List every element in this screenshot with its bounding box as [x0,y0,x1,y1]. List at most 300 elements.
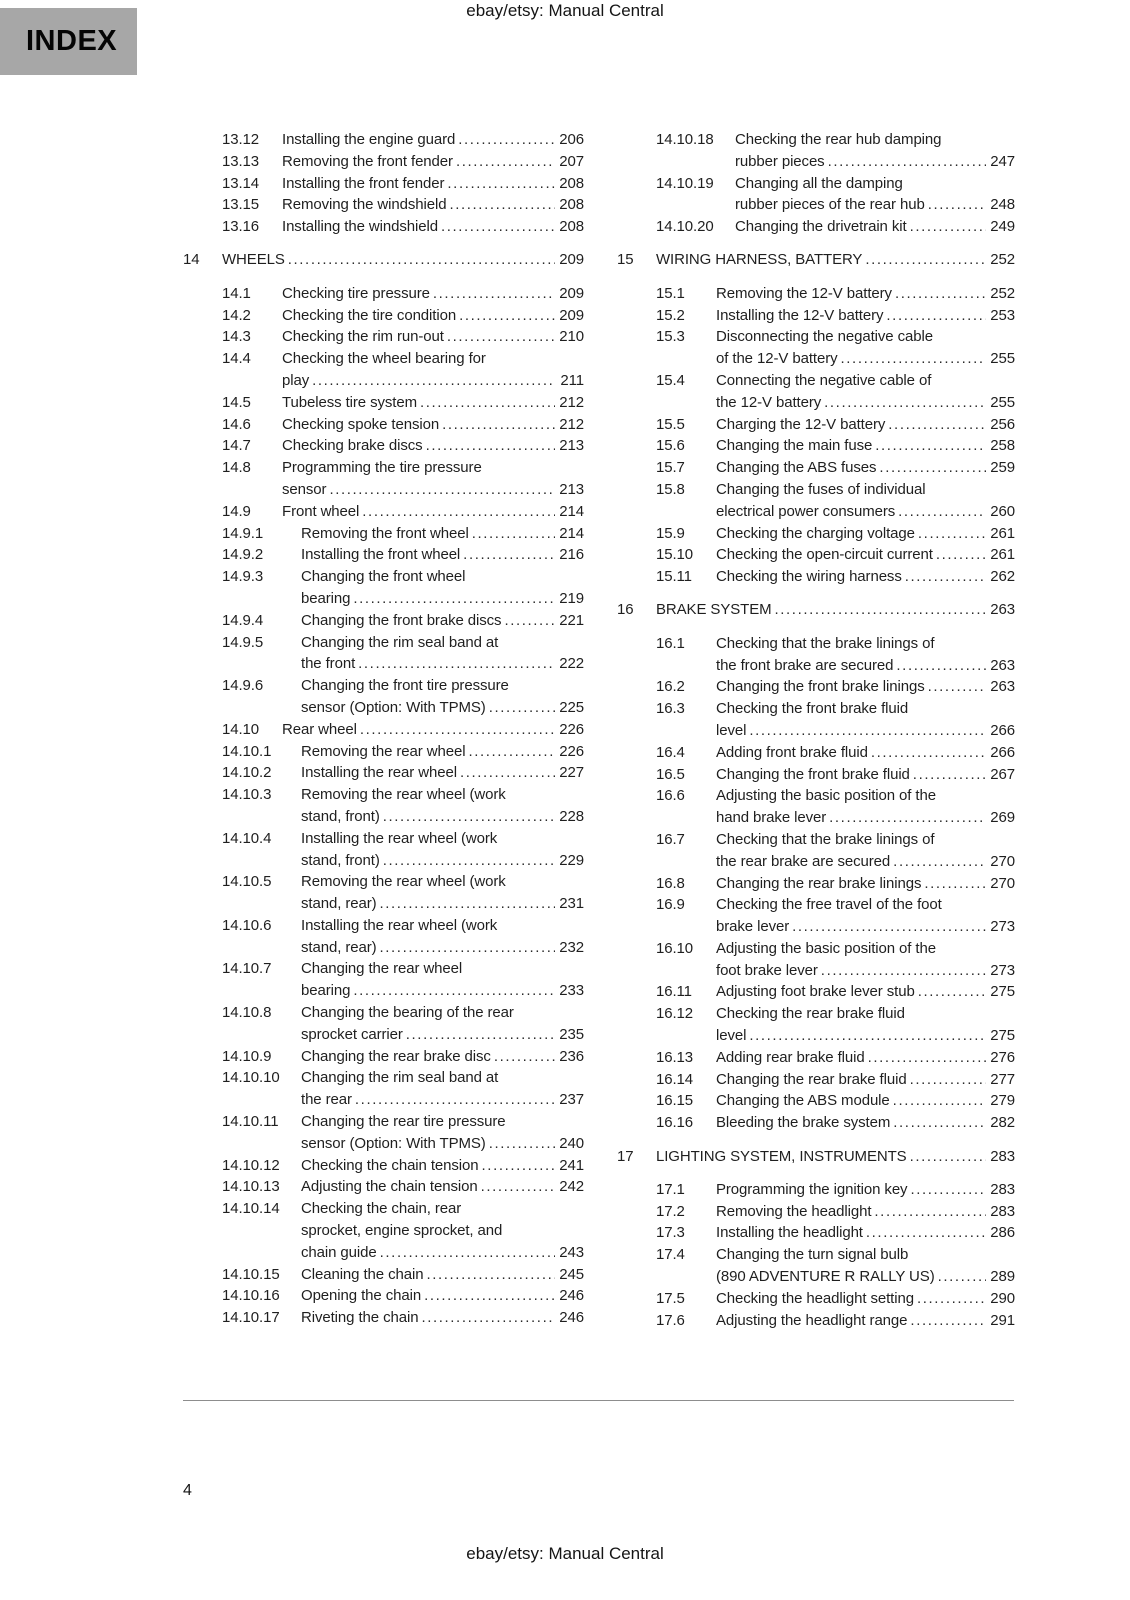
toc-content [183,129,1015,1331]
index-label: INDEX [26,25,118,57]
leader-dots [918,523,986,545]
toc-entry-lastline [656,1146,1015,1168]
toc-entry-title: Charging the 12-V battery [716,415,886,433]
toc-entry [617,1047,1015,1069]
toc-entry-page: 233 [559,982,584,1000]
toc-entry [617,742,1015,764]
toc-entry-page: 248 [990,196,1015,214]
toc-entry-page: 256 [990,415,1015,433]
toc-entry-body [716,457,1015,479]
page-number: 4 [183,1482,192,1499]
toc-entry-number: 14.5 [222,393,251,411]
toc-entry-lastline [716,851,1015,873]
toc-entry-title-line: Checking the chain, rear [301,1200,462,1218]
toc-entry-title: Adding front brake fluid [716,743,868,761]
toc-entry-title: the front [301,655,356,673]
toc-entry-title: foot brake lever [716,961,818,979]
toc-entry-page: 210 [559,328,584,346]
page-header-title: ebay/etsy: Manual Central [466,1,664,20]
toc-entry-body [716,1090,1015,1112]
toc-entry-lastline [716,676,1015,698]
toc-entry-number: 14.2 [222,306,251,324]
toc-entry-title: sprocket carrier [301,1025,403,1043]
toc-entry-title: Installing the windshield [282,218,438,236]
toc-entry-title: Removing the 12-V battery [716,284,892,302]
toc-entry-title: play [282,371,310,389]
toc-entry-page: 221 [559,611,584,629]
toc-entry-number: 15.1 [656,284,685,302]
toc-entry-number: 14.9.4 [222,611,264,629]
toc-entry-body [735,129,1015,173]
toc-entry-page: 209 [559,306,584,324]
toc-entry-page: 253 [990,306,1015,324]
toc-entry-page: 270 [990,874,1015,892]
toc-entry-page: 283 [990,1202,1015,1220]
toc-entry-number: 14.9 [222,502,251,520]
toc-entry-number: 15.9 [656,524,685,542]
toc-entry-number: 14.10.20 [656,218,714,236]
toc-entry [183,784,584,828]
toc-entry [617,1244,1015,1288]
toc-entry-lastline [735,216,1015,238]
leader-dots [420,392,555,414]
toc-entry-body [282,194,584,216]
leader-dots [481,1176,555,1198]
leader-dots [424,1285,555,1307]
toc-entry-number: 15.3 [656,328,685,346]
toc-entry-number: 17 [617,1147,634,1165]
toc-entry-title: chain guide [301,1243,377,1261]
toc-entry-title-line: Changing the front wheel [301,568,466,586]
toc-entry-page: 246 [559,1309,584,1327]
toc-entry [183,392,584,414]
toc-entry-title-line: Changing all the damping [735,174,903,192]
toc-entry-title: Rear wheel [282,720,357,738]
toc-entry-body [301,762,584,784]
toc-entry-number: 13.12 [222,131,260,148]
toc-entry-number: 16.12 [656,1005,694,1023]
toc-entry [183,501,584,523]
toc-entry-lastline [301,1307,584,1329]
toc-entry-title: Checking tire pressure [282,284,430,302]
toc-entry-page: 289 [990,1268,1015,1286]
toc-entry-title: Checking the chain tension [301,1156,479,1174]
toc-entry-page: 242 [559,1178,584,1196]
toc-entry [183,741,584,763]
toc-entry-number: 14.9.1 [222,524,264,542]
toc-section-entry [617,599,1015,621]
toc-entry-number: 13.16 [222,218,260,236]
toc-entry [183,719,584,741]
toc-entry [183,610,584,632]
toc-entry-lastline [282,305,584,327]
toc-entry-lastline [716,1201,1015,1223]
toc-entry-body [301,915,584,959]
toc-entry-number: 14.10.14 [222,1200,280,1218]
toc-entry [183,283,584,305]
leader-dots [489,1133,555,1155]
toc-entry-number: 14.4 [222,350,251,368]
toc-entry-lastline [716,566,1015,588]
toc-entry [617,633,1015,677]
toc-entry [183,762,584,784]
toc-entry [183,1067,584,1111]
toc-entry-lastline [716,392,1015,414]
toc-entry-page: 206 [559,131,584,148]
toc-entry-body [716,1310,1015,1332]
toc-entry-lastline [282,326,584,348]
toc-entry [617,435,1015,457]
toc-entry [617,785,1015,829]
toc-entry-title: brake lever [716,918,790,936]
toc-entry-title-line: Programming the tire pressure [282,459,482,477]
toc-entry-body [301,1307,584,1329]
toc-entry-number: 14.10.15 [222,1265,280,1283]
toc-entry-title: the rear brake are secured [716,852,891,870]
toc-entry-lastline [282,283,584,305]
toc-entry-number: 14.10.16 [222,1287,280,1305]
leader-dots [421,1307,555,1329]
leader-dots [928,194,986,216]
toc-entry [617,829,1015,873]
leader-dots [913,764,986,786]
toc-entry-body [656,599,1015,621]
toc-entry-body [716,414,1015,436]
toc-entry-lastline [716,523,1015,545]
toc-entry-number: 16.4 [656,743,685,761]
toc-entry-page: 266 [990,743,1015,761]
toc-entry [617,1310,1015,1332]
toc-entry-page: 212 [559,393,584,411]
toc-entry [617,1288,1015,1310]
toc-entry-title: Installing the 12-V battery [716,306,884,324]
toc-entry [617,676,1015,698]
toc-entry-page: 211 [560,371,584,389]
toc-entry-body [716,1003,1015,1047]
toc-entry-title: Front wheel [282,502,360,520]
toc-entry-lastline [301,653,584,675]
toc-entry-page: 235 [559,1025,584,1043]
toc-entry-title: LIGHTING SYSTEM, INSTRUMENTS [656,1147,907,1165]
toc-entry-lastline [301,980,584,1002]
toc-entry-page: 209 [559,284,584,302]
toc-entry-page: 219 [559,589,584,607]
toc-entry-number: 16.13 [656,1048,694,1066]
toc-entry-page: 267 [990,765,1015,783]
toc-entry-number: 16.8 [656,874,685,892]
toc-entry-number: 17.1 [656,1180,685,1198]
toc-entry-title: Removing the rear wheel [301,742,466,760]
toc-entry-lastline [282,129,584,151]
leader-dots [936,544,986,566]
toc-entry-page: 252 [990,284,1015,302]
toc-entry-page: 208 [559,174,584,192]
toc-entry-body [282,392,584,414]
toc-entry-body [282,216,584,238]
toc-entry-number: 16.15 [656,1092,694,1110]
toc-entry-title: rubber pieces [735,152,825,170]
toc-entry-page: 282 [990,1114,1015,1132]
toc-entry-page: 227 [559,764,584,782]
leader-dots [358,653,555,675]
leader-dots [910,1310,986,1332]
toc-entry-body [282,457,584,501]
toc-entry-page: 245 [559,1265,584,1283]
toc-entry-page: 237 [559,1091,584,1109]
toc-entry [183,305,584,327]
toc-entry [617,981,1015,1003]
toc-entry-lastline [735,151,1015,173]
toc-entry [617,216,1015,238]
toc-entry-body [716,785,1015,829]
footer-divider [183,1400,1014,1401]
toc-entry-title-line: Changing the rim seal band at [301,1069,499,1087]
toc-entry-lastline [716,414,1015,436]
leader-dots [917,1288,986,1310]
toc-entry-title-line: Removing the rear wheel (work [301,786,506,804]
toc-entry-number: 14.10.6 [222,916,272,934]
toc-entry-number: 15.4 [656,371,685,389]
toc-entry [617,1201,1015,1223]
toc-entry-number: 15.10 [656,546,694,564]
toc-entry-title: electrical power consumers [716,502,896,520]
toc-entry-title: sensor [282,480,327,498]
toc-entry-number: 16.5 [656,765,685,783]
toc-entry-title: Changing the main fuse [716,437,873,455]
leader-dots [433,283,555,305]
toc-entry-page: 236 [559,1047,584,1065]
leader-dots [362,501,555,523]
toc-entry-number: 17.4 [656,1246,685,1264]
leader-dots [874,1201,986,1223]
toc-entry-title: Installing the front wheel [301,546,461,564]
toc-entry-lastline [716,1069,1015,1091]
toc-entry-page: 260 [990,502,1015,520]
toc-entry-title: hand brake lever [716,809,827,827]
toc-entry-number: 15 [617,251,634,269]
toc-entry-lastline [716,501,1015,523]
toc-entry-page: 207 [559,152,584,170]
leader-dots [482,1155,555,1177]
toc-entry-body [716,633,1015,677]
toc-entry-title-line: Installing the rear wheel (work [301,829,498,847]
toc-entry-title: bearing [301,982,351,1000]
toc-entry-number: 14.10 [222,720,260,738]
toc-entry-page: 225 [559,698,584,716]
toc-entry-lastline [301,588,584,610]
toc-entry-body [282,173,584,195]
toc-entry-lastline [716,1090,1015,1112]
leader-dots [447,326,555,348]
toc-entry-page: 243 [559,1243,584,1261]
toc-entry-title: Installing the front fender [282,174,445,192]
toc-entry-body [716,370,1015,414]
toc-entry-number: 14.10.2 [222,764,272,782]
toc-entry-body [301,1155,584,1177]
toc-entry-lastline [301,1089,584,1111]
toc-entry-body [716,523,1015,545]
leader-dots [886,305,986,327]
toc-entry [183,216,584,238]
leader-dots [928,676,986,698]
toc-entry-title: Removing the windshield [282,196,447,214]
toc-entry-page: 258 [990,437,1015,455]
toc-entry-page: 277 [990,1070,1015,1088]
toc-entry-body [301,828,584,872]
toc-entry-title-line: Checking that the brake linings of [716,830,935,848]
toc-entry-title: Checking the open-circuit current [716,546,933,564]
leader-dots [821,960,986,982]
toc-entry-title: the rear [301,1091,352,1109]
toc-entry-body [301,1046,584,1068]
toc-entry-body [282,348,584,392]
toc-entry-body [282,719,584,741]
leader-dots [868,1047,986,1069]
toc-entry [617,370,1015,414]
toc-entry-title-line: Connecting the negative cable of [716,371,932,389]
toc-entry-title: (890 ADVENTURE R RALLY US) [716,1268,935,1286]
toc-entry-lastline [301,1155,584,1177]
toc-entry-page: 269 [990,809,1015,827]
toc-entry-title: Changing the front brake linings [716,678,925,696]
toc-entry-title: Checking the tire condition [282,306,457,324]
toc-entry-page: 232 [559,938,584,956]
toc-entry-lastline [282,392,584,414]
toc-entry [183,1111,584,1155]
toc-entry [617,1069,1015,1091]
toc-entry-lastline [301,806,584,828]
toc-entry [183,632,584,676]
leader-dots [472,523,555,545]
toc-entry-title: Adjusting the headlight range [716,1311,908,1329]
toc-entry-page: 226 [559,720,584,738]
toc-entry-lastline [282,173,584,195]
toc-entry [183,348,584,392]
toc-entry-page: 262 [990,568,1015,586]
toc-entry-page: 279 [990,1092,1015,1110]
toc-entry [617,1112,1015,1134]
toc-entry-page: 241 [559,1156,584,1174]
toc-entry-lastline [282,194,584,216]
toc-entry-number: 14 [183,251,200,269]
toc-entry-lastline [716,655,1015,677]
toc-entry-number: 14.7 [222,437,251,455]
toc-entry-number: 16.3 [656,700,685,718]
toc-entry-lastline [301,1285,584,1307]
toc-entry-lastline [301,741,584,763]
leader-dots [329,479,555,501]
toc-entry [617,938,1015,982]
toc-entry-number: 16 [617,601,634,619]
toc-entry [183,326,584,348]
toc-entry [617,305,1015,327]
leader-dots [866,1222,986,1244]
leader-dots [749,720,986,742]
toc-entry-number: 14.10.11 [222,1113,279,1131]
leader-dots [895,283,986,305]
leader-dots [875,435,986,457]
toc-entry-title-line: Checking that the brake linings of [716,634,935,652]
leader-dots [442,414,555,436]
toc-entry-page: 270 [990,852,1015,870]
leader-dots [918,981,986,1003]
toc-entry-number: 14.10.1 [222,742,272,760]
leader-dots [938,1266,986,1288]
toc-entry-body [301,632,584,676]
toc-entry-title: Riveting the chain [301,1309,419,1327]
toc-entry-title: Adjusting the chain tension [301,1178,478,1196]
toc-entry-page: 214 [559,502,584,520]
toc-entry-lastline [301,893,584,915]
toc-entry-body [282,435,584,457]
leader-dots [910,216,986,238]
toc-entry-body [716,894,1015,938]
toc-entry-title-line: Changing the bearing of the rear [301,1004,514,1022]
toc-entry-lastline [716,916,1015,938]
toc-entry-page: 252 [990,251,1015,269]
toc-entry-lastline [282,479,584,501]
toc-entry-number: 15.6 [656,437,685,455]
toc-entry-body [735,173,1015,217]
toc-entry [183,1307,584,1329]
toc-entry-body [716,1288,1015,1310]
toc-entry-page: 209 [559,251,584,269]
leader-dots [456,151,555,173]
toc-entry-body [656,1146,1015,1168]
leader-dots [312,370,555,392]
toc-entry-page: 259 [990,459,1015,477]
toc-entry-page: 213 [559,480,584,498]
toc-entry-lastline [301,1176,584,1198]
leader-dots [468,741,555,763]
toc-entry-number: 17.2 [656,1202,685,1220]
toc-entry [183,1264,584,1286]
toc-entry-lastline [716,1222,1015,1244]
toc-entry-title: Adjusting foot brake lever stub [716,983,915,1001]
toc-entry-body [716,1069,1015,1091]
toc-entry-title: of the 12-V battery [716,350,838,368]
leader-dots [924,873,986,895]
toc-entry-body [282,283,584,305]
toc-entry-number: 16.2 [656,678,685,696]
toc-entry-title-line: Checking the rear hub damping [735,131,942,148]
toc-entry-title: Installing the rear wheel [301,764,457,782]
toc-entry-page: 290 [990,1289,1015,1307]
toc-entry-number: 14.9.6 [222,677,264,695]
toc-entry-lastline [301,697,584,719]
toc-entry-number: 14.10.17 [222,1309,280,1327]
toc-entry-number: 16.11 [656,983,692,1001]
toc-entry [183,1198,584,1263]
toc-entry-body [716,1047,1015,1069]
toc-entry-number: 14.9.3 [222,568,264,586]
toc-entry-number: 16.10 [656,939,694,957]
toc-entry-body [716,1112,1015,1134]
leader-dots [898,501,986,523]
toc-entry-title: Checking spoke tension [282,415,440,433]
toc-entry-lastline [656,599,1015,621]
leader-dots [504,610,555,632]
leader-dots [910,1146,986,1168]
leader-dots [871,742,986,764]
toc-entry-number: 13.14 [222,174,260,192]
toc-entry-title: bearing [301,589,351,607]
toc-entry-title: sensor (Option: With TPMS) [301,698,486,716]
toc-entry [617,566,1015,588]
leader-dots [449,194,555,216]
toc-entry-body [282,326,584,348]
toc-entry-lastline [301,1046,584,1068]
